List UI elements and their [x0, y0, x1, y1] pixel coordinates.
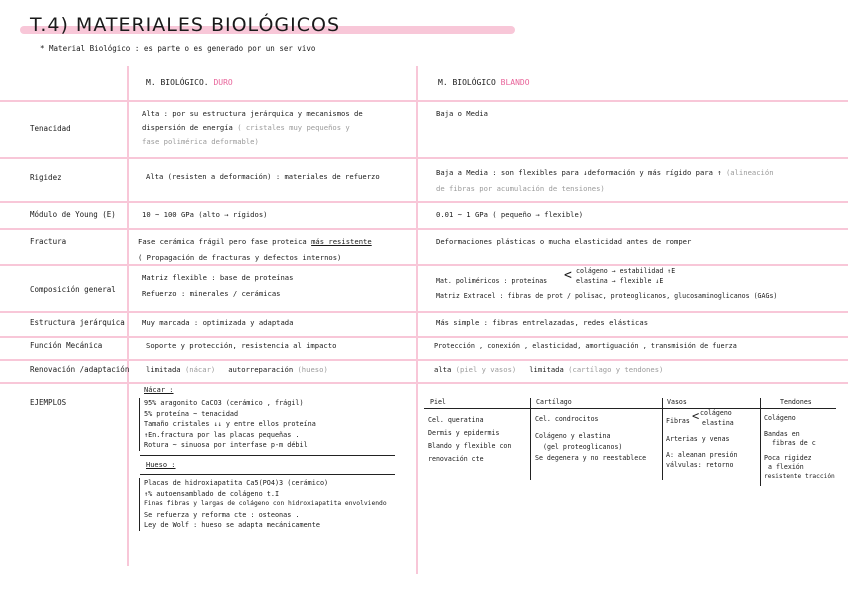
cartilago-item-3: (gel proteoglicanos): [543, 443, 623, 451]
divider-left: [127, 66, 129, 566]
mini-header-cartilago: Cartílago: [536, 398, 572, 406]
tendones-item-1: Colágeno: [764, 414, 796, 422]
row-line-2: [0, 201, 848, 203]
hueso-item-3: Finas fibras y largas de colágeno con hidroxiapatita envolviendo: [144, 500, 387, 507]
duro-renovacion: [146, 363, 328, 377]
duro-rigidez: Alta (resisten a deformación) : materiales de refuerzo: [146, 172, 380, 181]
nacar-item-3: Tamaño cristales ↓↓ y entre ellos proteína: [144, 420, 316, 428]
row-label-rigidez: Rigidez: [30, 173, 62, 182]
duro-composicion-line2: Refuerzo : minerales / cerámicas: [142, 289, 281, 298]
mini-cartilago: [535, 414, 646, 464]
mini-table-vline-3: [760, 398, 761, 486]
blando-young: 0.01 ~ 1 GPa ( pequeño → flexible): [436, 210, 584, 219]
page-title: T.4) MATERIALES BIOLÓGICOS: [30, 14, 341, 36]
row-label-funcion: Función Mecánica: [30, 341, 103, 350]
piel-item-2: Dermis y epidermis: [428, 429, 500, 437]
vasos-item-2: A: aleanan presión: [666, 451, 738, 459]
blando-renov-b: (piel y vasos): [455, 365, 517, 374]
header-duro-prefix: M. BIOLÓGICO.: [146, 78, 209, 87]
mini-header-vasos: Vasos: [667, 398, 687, 406]
vasos-fibras: Fibras: [666, 417, 690, 425]
blando-comp-bracket: <: [564, 268, 572, 283]
mini-tendones: [764, 414, 835, 481]
nacar-item-1: 95% aragonito CaCO3 (cerámico , frágil): [144, 399, 304, 407]
row-label-tenacidad: Tenacidad: [30, 124, 71, 133]
blando-rigidez-line1a: Baja a Media : son flexibles para ↓deformación y más rígido para ↑: [436, 168, 722, 177]
duro-renov-a: limitada: [146, 365, 181, 374]
blando-renov-d: (cartílago y tendones): [568, 365, 664, 374]
mini-table-vline-2: [662, 398, 663, 480]
header-blando-word: BLANDO: [500, 78, 530, 87]
duro-composicion-line1: Matriz flexible : base de proteínas: [142, 273, 294, 282]
duro-tenacidad-line2b: ( cristales muy pequeños y: [237, 123, 350, 132]
header-blando: [438, 78, 530, 87]
blando-estructura: Más simple : fibras entrelazadas, redes elásticas: [436, 318, 649, 327]
blando-rigidez-line2: de fibras por acumulación de tensiones): [436, 184, 605, 193]
hueso-item-5: Ley de Wolf : hueso se adapta mecánicamente: [144, 521, 320, 529]
duro-tenacidad: [142, 107, 363, 149]
ejemplo-hueso-list: [139, 478, 387, 531]
duro-young: 10 ~ 100 GPa (alto → rígidos): [142, 210, 268, 219]
vasos-colageno: colágeno: [700, 409, 732, 417]
ejemplo-nacar-heading: Nácar :: [144, 386, 174, 394]
duro-renov-b: (nácar): [184, 365, 216, 374]
blando-comp-main: Mat. poliméricos : proteínas: [436, 277, 548, 285]
duro-estructura: Muy marcada : optimizada y adaptada: [142, 318, 294, 327]
tendones-item-4: Poca rigidez: [764, 454, 812, 462]
blando-comp-elastina: elastina → flexible ↓E: [576, 277, 664, 285]
blando-funcion: Protección , conexión , elasticidad, amortiguación , transmisión de fuerza: [434, 342, 737, 350]
mini-table-top-line: [424, 408, 836, 409]
ejemplo-nacar-list: [139, 398, 316, 451]
mini-header-tendones: Tendones: [780, 398, 812, 406]
blando-comp-colageno: colágeno → estabilidad ↑E: [576, 267, 676, 275]
tendones-item-2: Bandas en: [764, 430, 800, 438]
mini-table-vline-1: [530, 398, 531, 480]
row-line-3: [0, 228, 848, 230]
nacar-item-5: Rotura ~ sinuosa por interfase p-m débil: [144, 441, 308, 449]
tendones-item-3: fibras de c: [772, 439, 816, 447]
tendones-item-5: a flexión: [768, 463, 804, 471]
header-duro-word: DURO: [213, 78, 233, 87]
blando-composicion: [436, 266, 841, 310]
mini-header-piel: Piel: [430, 398, 446, 406]
nacar-item-2: 5% proteína ~ tenacidad: [144, 409, 239, 418]
duro-fractura-line2: ( Propagación de fracturas y defectos internos): [138, 253, 342, 262]
row-label-composicion: Composición general: [30, 285, 116, 294]
duro-renov-d: (hueso): [297, 365, 328, 374]
blando-renov-c: limitada: [529, 365, 564, 374]
nacar-underline: [140, 455, 395, 456]
row-label-estructura: Estructura jerárquica: [30, 318, 125, 327]
duro-fractura-line1b: más resistente: [311, 237, 372, 246]
mini-piel: [428, 414, 511, 466]
row-line-header: [0, 100, 848, 102]
row-label-renovacion: Renovación /adaptación: [30, 365, 130, 374]
blando-fractura: Deformaciones plásticas o mucha elasticidad antes de romper: [436, 237, 692, 246]
row-line-8: [0, 382, 848, 384]
piel-item-1: Cel. queratina: [428, 416, 484, 424]
vasos-item-3: válvulas: retorno: [666, 461, 734, 469]
blando-renovacion: [434, 363, 663, 377]
subtitle: * Material Biológico : es parte o es generado por un ser vivo: [40, 44, 316, 53]
duro-fractura: [138, 234, 372, 266]
vasos-bracket: <: [692, 409, 700, 423]
blando-comp-matriz: Matriz Extracel : fibras de prot / polisac, proteoglicanos, glucosaminoglicanos (GAGs): [436, 292, 778, 300]
duro-composicion: [142, 270, 293, 302]
blando-tenacidad: Baja o Media: [436, 109, 488, 118]
duro-funcion: Soporte y protección, resistencia al impacto: [146, 341, 337, 350]
hueso-item-4: Se refuerza y reforma cte : osteonas .: [144, 510, 300, 519]
piel-item-4: renovación cte: [428, 455, 484, 463]
cartilago-item-4: Se degenera y no reestablece: [535, 454, 647, 462]
row-label-fractura: Fractura: [30, 237, 67, 246]
vasos-elastina: elastina: [702, 419, 734, 427]
divider-middle: [416, 66, 418, 574]
duro-tenacidad-line1: Alta : por su estructura jerárquica y mecanismos de: [142, 109, 363, 118]
header-duro: [146, 78, 233, 87]
nacar-item-4: ↑En.fractura por las placas pequeñas .: [144, 430, 300, 439]
duro-fractura-line1a: Fase cerámica frágil pero fase proteica: [138, 237, 307, 246]
row-label-young: Módulo de Young (E): [30, 210, 116, 219]
hueso-item-1: Placas de hidroxiapatita Ca5(PO4)3 (cerámico): [144, 479, 329, 487]
mini-vasos: [666, 408, 758, 478]
row-line-6: [0, 336, 848, 338]
piel-item-3: Blando y flexible con: [428, 442, 512, 450]
hueso-item-2: ↑% autoensamblado de colágeno t.I: [144, 489, 280, 498]
blando-rigidez-line1b: (alineación: [725, 168, 774, 177]
tendones-item-6: resistente tracción: [764, 473, 835, 480]
ejemplo-hueso-heading: Hueso :: [146, 461, 176, 469]
cartilago-item-2: Colágeno y elastina: [535, 432, 611, 440]
row-line-5: [0, 311, 848, 313]
duro-renov-c: autorreparación: [228, 365, 294, 374]
blando-renov-a: alta: [434, 365, 452, 374]
duro-tenacidad-line2a: dispersión de energía: [142, 123, 233, 132]
row-label-ejemplos: EJEMPLOS: [30, 398, 67, 407]
header-blando-prefix: M. BIOLÓGICO: [438, 78, 496, 87]
blando-rigidez: [436, 165, 774, 197]
hueso-underline: [140, 474, 395, 475]
row-line-7: [0, 359, 848, 361]
cartilago-item-1: Cel. condrocitos: [535, 415, 599, 423]
title-area: [20, 14, 520, 44]
vasos-item-1: Arterias y venas: [666, 435, 730, 443]
row-line-1: [0, 157, 848, 159]
duro-tenacidad-line3: fase polimérica deformable): [142, 137, 259, 146]
